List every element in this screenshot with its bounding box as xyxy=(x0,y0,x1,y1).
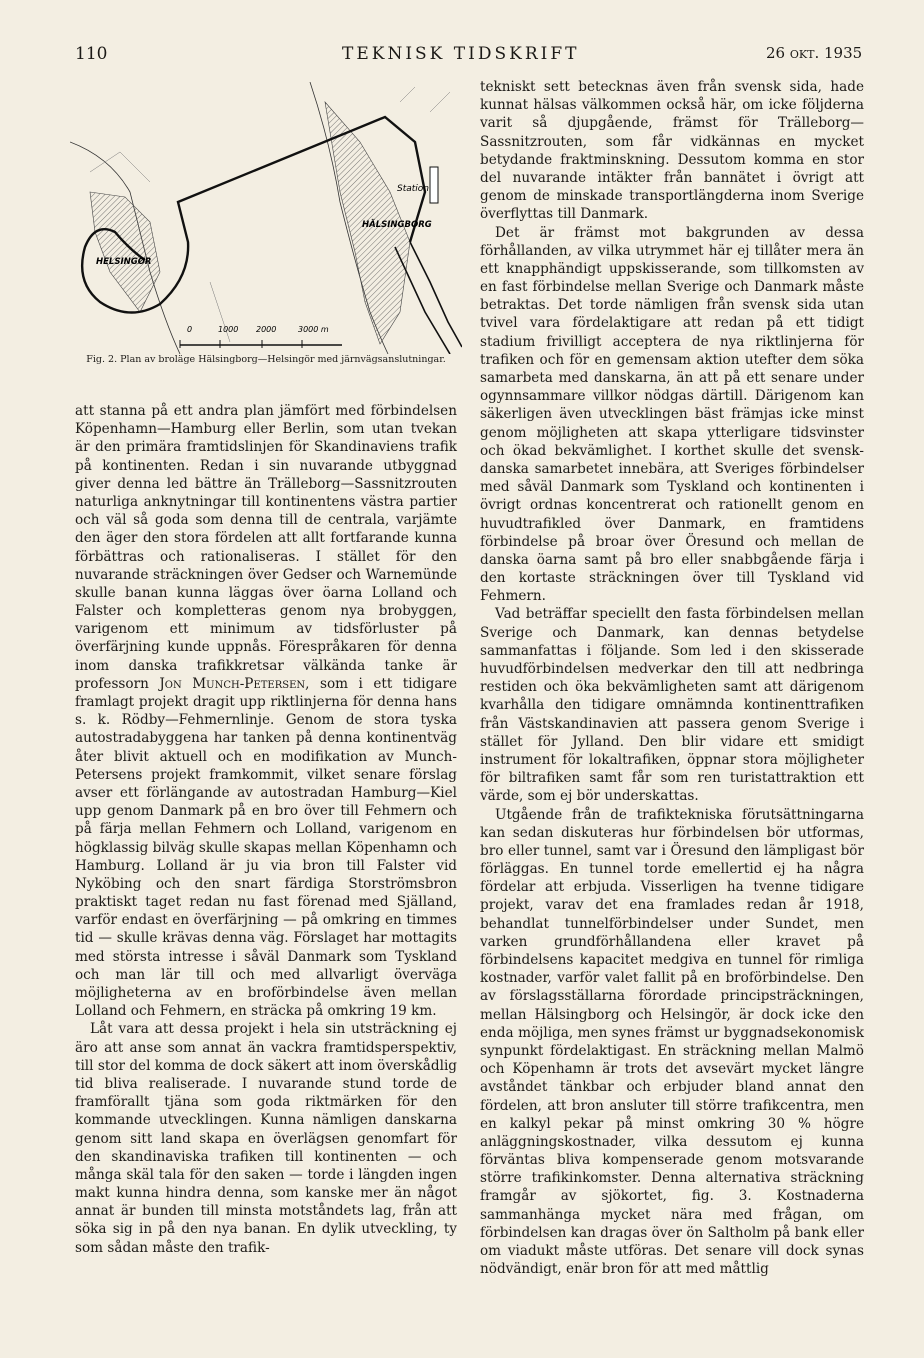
map-label-halsingborg: HÄLSINGBORG xyxy=(362,220,432,230)
station-marker xyxy=(430,167,438,203)
scale-label: 3000 m xyxy=(298,325,329,334)
map-label-station: Station xyxy=(397,184,429,194)
right-text-column xyxy=(480,78,864,1278)
scale-label: 0 xyxy=(187,325,193,334)
right-paragraph-1: tekniskt sett betecknas även från svensk sida, hade kunnat hälsas välkommen också här, om icke följderna varit så djupgående, främst för Trälleborg—Sassnitzrouten, som får vidkännas en mycket betydande fraktminskning. Dessutom komma en stor del nuvarande intäkter från bannätet i övrigt att genom de minskade transportlängderna inom Sverige överflyttas till Danmark. xyxy=(480,79,864,223)
railway-south-track-2 xyxy=(395,247,450,354)
helsingor-town-area xyxy=(90,192,160,312)
right-paragraph-4: Utgående från de trafiktekniska förutsättningarna kan sedan diskuteras hur förbindelsen bör utformas, bro eller tunnel, samt var i Öresund den lämpligast bör förläggas. En tunnel torde emellertid ej ha några fördelar att erbjuda. Visserligen ha tvenne tidigare projekt, varav det ena framlades redan år 1918, behandlat tunnelförbindelser under Sundet, men varken grundförhållandena eller kravet på förbindelsens kapacitet medgiva en tunnel för rimliga kostnader, varför valet fallit på en broförbindelse. Den av förslagsställarna förordade principsträckningen, mellan Hälsingborg och Helsingör, är dock icke den enda möjliga, men synes främst ur byggnadsekonomisk synpunkt fördelaktigast. En sträckning mellan Malmö och Köpenhamn är trots det avsevärt mycket längre avståndet tänkbar och erbjuder bland annat den fördelen, att bron ansluter till större trafikcentra, men en kalkyl pekar på minst omkring 30 % högre anläggningskostnader, vilka dessutom ej kunna förväntas bliva kompenserade genom motsvarande större trafikinkomster. Denna alternativa sträckning framgår av sjökortet, fig. 3. Kostnaderna sammanhänga mycket nära med frågan, om förbindelsen kan dragas över ön Saltholm på bank eller om viadukt måste utföras. Det senare vill dock synas nödvändigt, enär bron för att med måttlig xyxy=(480,806,864,1278)
left-text-column xyxy=(75,402,457,1257)
map-scale-bar xyxy=(180,325,342,348)
left-paragraph-1: att stanna på ett andra plan jämfört med förbindelsen Köpenhamn—Hamburg eller Berlin, som utan tvekan är den primära framtidslinjen för Skandinaviens trafik på kontinenten. Redan i sin nuvarande utbyggnad giver denna led bättre än Trälleborg—Sassnitzrouten naturliga anknytningar till kontinentens västra partier och väl så goda som denna till de centrala, varjämte den äger den stora fördelen att allt fortfarande kunna förbättras och rationaliseras. I stället för den nuvarande sträckningen över Gedser och Warnemünde skulle banan kunna läggas över öarna Lolland och Falster och kompletteras genom nya brobyggen, varigenom ett minimum av tidsförluster på överfärjning kunde uppnås. Förespråkaren för denna inom danska trafikkretsar välkända tanke är professorn Jon Munch-Petersen, som i ett tidigare framlagt projekt dragit upp riktlinjerna för denna hans s. k. Rödby—Fehmernlinje. Genom de stora tyska autostradabyggena har tanken på denna kontinentväg åter blivit aktuell och en modifikation av Munch-Petersens projekt framkommit, vilket senare förslag avser ett förlängande av autostradan Hamburg—Kiel upp genom Danmark på en bro över till Fehmern och på färja mellan Fehmern och Lolland, varigenom en högklassig bilväg skulle skapas mellan Köpenhamn och Hamburg. Lolland är ju via bron till Falster vid Nyköbing och den snart färdiga Storströmsbron praktiskt taget redan nu fast förenad med Själland, varför endast en överfärjning — på omkring en timmes tid — skulle krävas denna väg. Förslaget har mottagits med största intresse i såväl Danmark som Tyskland och man lär till och med allvarligt överväga möjligheterna av en broförbindelse även mellan Lolland och Fehmern, en sträcka på omkring 19 km. xyxy=(75,403,457,1020)
left-paragraph-2: Låt vara att dessa projekt i hela sin utsträckning ej äro att anse som annat än vackra framtidsperspektiv, till stor del komma de dock säkert att inom överskådlig tid bliva realiserade. I nuvarande stund torde de framförallt tjäna som goda riktmärken för den kommande utvecklingen. Kunna nämligen danskarna genom sitt land skapa en överlägsen genomfart för den skandinaviska trafiken till kontinenten — och många skäl tala för den saken — torde i längden ingen makt kunna hindra denna, som kanske mer än något annat är bunden till minsta motståndets lag, från att söka sig in på den nya banan. En dylik utveckling, ty som sådan måste den trafik- xyxy=(75,1021,457,1256)
date-month: okt. xyxy=(789,44,820,62)
page-number: 110 xyxy=(75,44,108,64)
scale-label: 2000 xyxy=(256,325,277,334)
right-paragraph-2: Det är främst mot bakgrunden av dessa förhållanden, av vilka utrymmet här ej tillåter mera än ett knapphändigt uppskisserande, som tillkomsten av en fast förbindelse mellan Sverige och Danmark måste betraktas. Det torde nämligen från svensk sida utan tvivel vara fördelaktigare att redan på ett tidigt stadium frivilligt acceptera de nya riktlinjerna för trafiken och för en gemensam aktion utefter dem söka samarbeta med danskarna, än att på ett senare under ogynnsammare villkor nödgas därtill. Därigenom kan säkerligen även utvecklingen bäst främjas icke minst genom möjligheten att skapa ytterligare tidsvinster och ökad bekvämlighet. I korthet skulle det svensk-danska samarbetet innebära, att Sveriges förbindelser med såväl Danmark som Tyskland och kontinenten i övrigt ordnas koncentrerat och rationellt genom en huvudtrafikled över Danmark, en framtidens förbindelse på broar över Öresund och mellan de danska öarna samt på bro eller snabbgående färja i den kortaste sträckningen över till Tyskland vid Fehmern. xyxy=(480,224,864,605)
bridge-location-map xyxy=(70,82,462,354)
map-road xyxy=(400,87,415,102)
map-label-helsingor: HELSINGØR xyxy=(96,257,152,267)
figure-caption xyxy=(80,352,452,367)
journal-title: TEKNISK TIDSKRIFT xyxy=(342,44,580,64)
date-year: 1935 xyxy=(824,44,863,62)
map-road xyxy=(430,92,450,112)
right-paragraph-3: Vad beträffar speciellt den fasta förbindelsen mellan Sverige och Danmark, kan dennas betydelse sammanfattas i följande. Som led i den skisserade huvudförbindelsen medverkar den till att nedbringa restiden och öka bekvämligheten samt att därigenom kvarhålla den tidigare omnämnda kontinenttrafiken från Västskandinavien att passera genom Sverige i stället för Jylland. Den blir vidare ett smidigt instrument för lokaltrafiken, öppnar stora möjligheter för biltrafiken samt får som ren turistattraktion ett värde, som ej bör underskattas. xyxy=(480,606,864,805)
figure-label: Fig. 2. xyxy=(86,354,118,365)
person-name: Jon Munch-Petersen xyxy=(159,675,306,692)
scale-label: 1000 xyxy=(218,325,239,334)
date-day: 26 xyxy=(766,44,786,62)
issue-date xyxy=(766,44,862,62)
figure-caption-text: Plan av broläge Hälsingborg—Helsingör med järnvägsanslutningar. xyxy=(120,354,446,365)
